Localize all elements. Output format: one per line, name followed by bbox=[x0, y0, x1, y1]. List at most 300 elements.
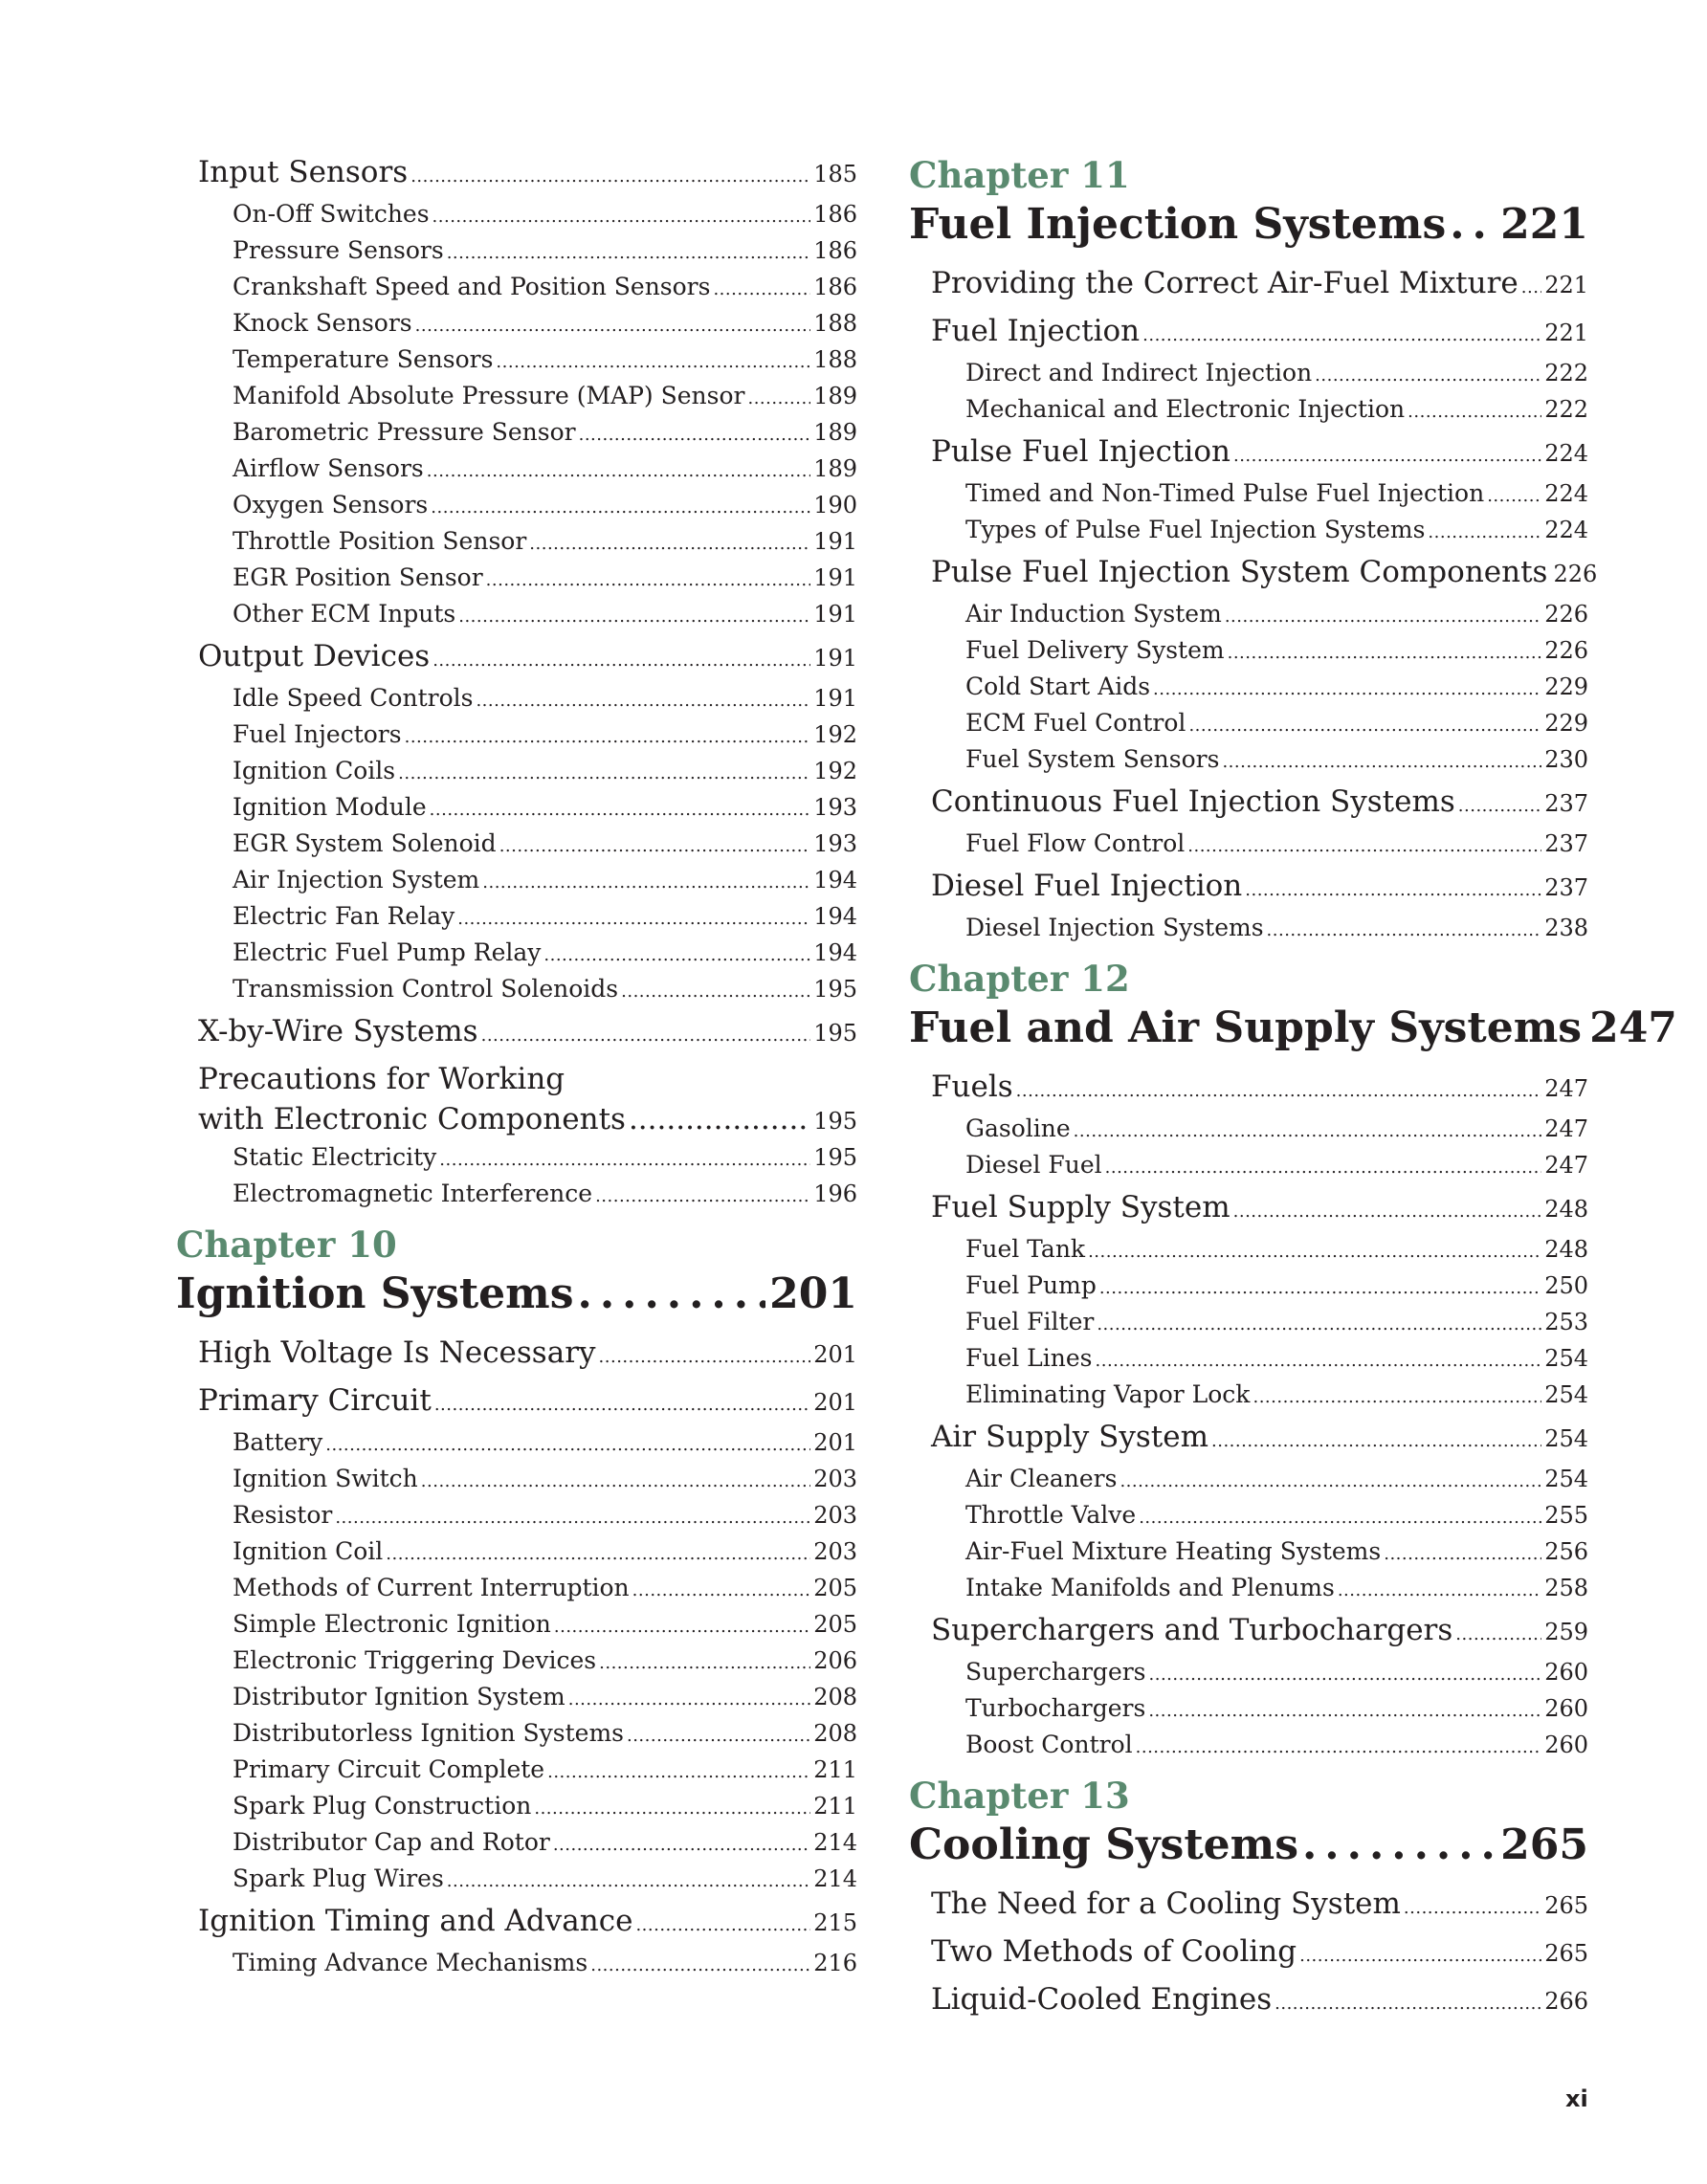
toc-entry bbox=[176, 196, 857, 232]
dot-leader bbox=[1338, 1573, 1541, 1609]
toc-entry-title: Transmission Control Solenoids bbox=[233, 975, 619, 1003]
toc-entry bbox=[909, 355, 1588, 391]
dot-leader bbox=[325, 1427, 810, 1464]
toc-entry-title: Air Supply System bbox=[931, 1420, 1209, 1454]
toc-page-number: 195 bbox=[813, 976, 857, 1003]
toc-page-number: 188 bbox=[813, 310, 857, 337]
toc-entry-title: Electric Fan Relay bbox=[233, 902, 455, 930]
toc-entry bbox=[176, 1497, 857, 1533]
toc-entry bbox=[176, 1139, 857, 1176]
toc-entry-title: On-Off Switches bbox=[233, 200, 430, 228]
toc-entry bbox=[909, 307, 1588, 355]
toc-entry bbox=[909, 669, 1588, 705]
dot-leader bbox=[457, 901, 810, 938]
toc-entry-title: Diesel Fuel bbox=[965, 1151, 1102, 1179]
toc-entry-title: Idle Speed Controls bbox=[233, 684, 474, 712]
toc-entry bbox=[176, 680, 857, 717]
toc-entry bbox=[909, 596, 1588, 632]
dot-leader bbox=[1222, 744, 1541, 781]
toc-entry bbox=[909, 259, 1588, 307]
chapter-heading bbox=[909, 1769, 1588, 1880]
dot-leader bbox=[1016, 1068, 1542, 1115]
toc-entry bbox=[176, 1824, 857, 1861]
dot-leader bbox=[447, 235, 810, 272]
toc-page-number: 195 bbox=[813, 1020, 857, 1047]
toc-entry-title: Primary Circuit Complete bbox=[233, 1755, 545, 1783]
toc-entry-title: Two Methods of Cooling bbox=[931, 1934, 1297, 1969]
toc-entry bbox=[909, 1570, 1588, 1606]
dot-leader bbox=[1404, 1885, 1541, 1932]
toc-entry-title: X-by-Wire Systems bbox=[198, 1014, 478, 1048]
toc-entry-title: Superchargers bbox=[965, 1658, 1146, 1686]
toc-page-number: 237 bbox=[1544, 790, 1588, 817]
toc-page-number: 216 bbox=[813, 1950, 857, 1976]
toc-entry-title: Input Sensors bbox=[198, 155, 409, 189]
dot-leader bbox=[386, 1536, 810, 1573]
toc-entry-title: Air-Fuel Mixture Heating Systems bbox=[965, 1537, 1382, 1565]
toc-page-number: 254 bbox=[1544, 1381, 1588, 1408]
toc-page-number: 237 bbox=[1544, 830, 1588, 857]
toc-page-number: 256 bbox=[1544, 1538, 1588, 1565]
toc-entry-title: Electronic Triggering Devices bbox=[233, 1646, 597, 1674]
toc-entry-title: Diesel Fuel Injection bbox=[931, 869, 1243, 903]
toc-entry bbox=[909, 391, 1588, 428]
toc-page-number: 224 bbox=[1544, 440, 1588, 467]
toc-page-number: 193 bbox=[813, 830, 857, 857]
dot-leader bbox=[1455, 1611, 1541, 1659]
toc-entry bbox=[909, 862, 1588, 910]
toc-page-number: 222 bbox=[1544, 396, 1588, 423]
toc-page-number: 254 bbox=[1544, 1345, 1588, 1372]
toc-page-number: 260 bbox=[1544, 1695, 1588, 1722]
dot-leader bbox=[1450, 198, 1496, 252]
toc-entry-title: Fuel Tank bbox=[965, 1235, 1086, 1263]
toc-page-number: 191 bbox=[813, 645, 857, 672]
toc-entry bbox=[909, 1533, 1588, 1570]
dot-leader bbox=[335, 1500, 810, 1536]
toc-entry-title: Oxygen Sensors bbox=[233, 491, 429, 518]
toc-entry-title: Fuel Injection bbox=[931, 314, 1141, 348]
toc-entry bbox=[176, 1861, 857, 1897]
toc-page-number: 265 bbox=[1544, 1940, 1588, 1967]
chapter-page-number: 221 bbox=[1500, 200, 1588, 249]
toc-page-number: 221 bbox=[1544, 272, 1588, 298]
toc-entries-list bbox=[176, 1329, 857, 1981]
toc-page-number: 260 bbox=[1544, 1732, 1588, 1758]
toc-page-number: 186 bbox=[813, 274, 857, 300]
toc-entry-title: Distributorless Ignition Systems bbox=[233, 1719, 624, 1747]
toc-page-number: 201 bbox=[813, 1389, 857, 1416]
dot-leader bbox=[599, 1334, 811, 1381]
toc-page-number: 208 bbox=[813, 1684, 857, 1710]
toc-entry-title: Pulse Fuel Injection bbox=[931, 434, 1230, 469]
toc-entry-title: Electromagnetic Interference bbox=[233, 1180, 593, 1207]
dot-leader bbox=[405, 719, 811, 756]
toc-page-number: 226 bbox=[1544, 601, 1588, 628]
toc-page-number: 214 bbox=[813, 1829, 857, 1856]
dot-leader bbox=[713, 272, 810, 308]
toc-entry bbox=[176, 1424, 857, 1461]
dot-leader bbox=[430, 792, 811, 828]
chapter-title-row bbox=[176, 1268, 857, 1329]
toc-entry-title: Turbochargers bbox=[965, 1694, 1146, 1722]
toc-entry bbox=[909, 1183, 1588, 1231]
toc-entry-title: Gasoline bbox=[965, 1114, 1071, 1142]
dot-leader bbox=[1228, 635, 1542, 672]
dot-leader bbox=[1088, 1234, 1541, 1270]
toc-page-number: 189 bbox=[813, 419, 857, 446]
toc-entry bbox=[909, 1497, 1588, 1533]
toc-entry bbox=[909, 1727, 1588, 1763]
chapter-label: Chapter 11 bbox=[909, 154, 1130, 196]
toc-entry bbox=[176, 935, 857, 971]
toc-page-number: 206 bbox=[813, 1647, 857, 1674]
toc-entry bbox=[909, 1231, 1588, 1268]
toc-entry-title: Fuel System Sensors bbox=[965, 745, 1220, 773]
toc-entry bbox=[909, 1111, 1588, 1147]
toc-page-number: 248 bbox=[1544, 1196, 1588, 1223]
toc-page-number: 194 bbox=[813, 867, 857, 893]
toc-entry bbox=[176, 378, 857, 414]
toc-entry bbox=[176, 1377, 857, 1424]
dot-leader bbox=[1099, 1270, 1541, 1307]
toc-entry bbox=[909, 778, 1588, 826]
toc-page-number: 247 bbox=[1544, 1152, 1588, 1179]
dot-leader bbox=[1148, 1693, 1541, 1730]
dot-leader bbox=[499, 828, 811, 865]
toc-entry-title: Resistor bbox=[233, 1501, 333, 1529]
toc-entry bbox=[176, 487, 857, 523]
chapter-title-row bbox=[909, 1002, 1677, 1063]
dot-leader bbox=[635, 1902, 810, 1950]
toc-entry-title: Continuous Fuel Injection Systems bbox=[931, 784, 1455, 819]
toc-entry-title: Fuel Filter bbox=[965, 1308, 1095, 1335]
toc-entry bbox=[176, 1752, 857, 1788]
toc-entry-title: Boost Control bbox=[965, 1731, 1133, 1758]
toc-page-number: 247 bbox=[1544, 1115, 1588, 1142]
toc-entry bbox=[176, 305, 857, 342]
dot-leader bbox=[1142, 312, 1541, 360]
toc-page-number: 238 bbox=[1544, 915, 1588, 941]
toc-page-number: 189 bbox=[813, 455, 857, 482]
toc-page-number: 224 bbox=[1544, 480, 1588, 507]
toc-entry-title: Ignition Timing and Advance bbox=[198, 1904, 633, 1938]
dot-leader bbox=[568, 1682, 810, 1718]
toc-entry bbox=[909, 1340, 1588, 1377]
toc-page-number: 203 bbox=[813, 1466, 857, 1492]
dot-leader bbox=[439, 1142, 810, 1179]
toc-entry bbox=[176, 1788, 857, 1824]
dot-leader bbox=[1187, 828, 1541, 865]
dot-leader bbox=[398, 756, 810, 792]
toc-entry bbox=[909, 1880, 1588, 1928]
toc-entry bbox=[176, 342, 857, 378]
toc-entry bbox=[176, 1715, 857, 1752]
dot-leader bbox=[621, 974, 810, 1010]
toc-page-number: 196 bbox=[813, 1180, 857, 1207]
dot-leader bbox=[1275, 1980, 1541, 2028]
chapter-title-row bbox=[909, 198, 1588, 259]
toc-entry-title: Pulse Fuel Injection System Components bbox=[931, 555, 1548, 589]
dot-leader bbox=[579, 417, 811, 453]
toc-entry-title: Eliminating Vapor Lock bbox=[965, 1380, 1251, 1408]
dot-leader bbox=[1384, 1536, 1541, 1573]
chapter-heading bbox=[909, 952, 1677, 1063]
dot-leader bbox=[534, 1791, 810, 1827]
chapter-title: Cooling Systems bbox=[909, 1820, 1298, 1869]
toc-left-column bbox=[176, 148, 857, 1981]
toc-entry bbox=[176, 1176, 857, 1212]
dot-leader bbox=[1225, 599, 1541, 635]
toc-entry-title: Air Injection System bbox=[233, 866, 480, 893]
toc-page-number: 208 bbox=[813, 1720, 857, 1747]
toc-entry-title: Distributor Cap and Rotor bbox=[233, 1828, 550, 1856]
dot-leader bbox=[1096, 1343, 1542, 1379]
toc-entry-title: Fuels bbox=[931, 1070, 1013, 1104]
toc-entry-title: Barometric Pressure Sensor bbox=[233, 418, 576, 446]
dot-leader bbox=[434, 1381, 810, 1429]
chapter-title: Fuel Injection Systems bbox=[909, 200, 1447, 249]
toc-page-number: 230 bbox=[1544, 746, 1588, 773]
toc-page-number: 237 bbox=[1544, 874, 1588, 901]
dot-leader bbox=[1233, 432, 1541, 480]
toc-page-number: 193 bbox=[813, 794, 857, 821]
dot-leader bbox=[410, 153, 810, 201]
toc-entry bbox=[176, 560, 857, 596]
toc-entry bbox=[909, 826, 1588, 862]
dot-leader bbox=[1153, 672, 1541, 708]
chapter-page-number: 201 bbox=[769, 1269, 857, 1318]
toc-entry bbox=[909, 910, 1588, 946]
dot-leader bbox=[627, 1718, 810, 1754]
dot-leader bbox=[1302, 1819, 1496, 1872]
dot-leader bbox=[1299, 1932, 1541, 1980]
toc-entry bbox=[909, 1654, 1588, 1690]
dot-leader bbox=[496, 344, 810, 381]
toc-page-number: 186 bbox=[813, 201, 857, 228]
toc-entry bbox=[909, 741, 1588, 778]
toc-page-number: 190 bbox=[813, 492, 857, 518]
dot-leader bbox=[1074, 1114, 1542, 1150]
toc-entry bbox=[176, 414, 857, 451]
toc-entry-title: Output Devices bbox=[198, 639, 431, 673]
toc-entry bbox=[909, 1268, 1588, 1304]
dot-leader bbox=[553, 1827, 810, 1864]
toc-entry-title: Diesel Injection Systems bbox=[965, 914, 1264, 941]
toc-entry-title: Fuel Flow Control bbox=[965, 829, 1186, 857]
dot-leader bbox=[529, 526, 810, 563]
toc-page-number: 259 bbox=[1544, 1619, 1588, 1645]
toc-entry bbox=[176, 1533, 857, 1570]
dot-leader bbox=[599, 1645, 810, 1682]
toc-entry-title: Distributor Ignition System bbox=[233, 1683, 565, 1710]
toc-entry bbox=[909, 475, 1588, 512]
dot-leader bbox=[415, 308, 811, 344]
toc-page-number: 191 bbox=[813, 601, 857, 628]
toc-page-number: 215 bbox=[813, 1909, 857, 1936]
toc-entry bbox=[176, 1945, 857, 1981]
toc-entry bbox=[176, 596, 857, 632]
dot-leader bbox=[1487, 478, 1541, 515]
dot-leader bbox=[547, 1754, 810, 1791]
chapter-label: Chapter 13 bbox=[909, 1775, 1130, 1817]
toc-entry bbox=[176, 148, 857, 196]
toc-page-number: 214 bbox=[813, 1865, 857, 1892]
toc-entry-title: Ignition Coil bbox=[233, 1537, 384, 1565]
toc-entry-title: Simple Electronic Ignition bbox=[233, 1610, 551, 1638]
toc-entry-title: Fuel Supply System bbox=[931, 1190, 1230, 1224]
dot-leader bbox=[1458, 783, 1541, 830]
toc-entry bbox=[909, 1063, 1588, 1111]
toc-entry-title: Static Electricity bbox=[233, 1143, 437, 1171]
toc-entry-title: Knock Sensors bbox=[233, 309, 412, 337]
toc-entry bbox=[909, 1147, 1588, 1183]
toc-entry-title: Timed and Non-Timed Pulse Fuel Injection bbox=[965, 479, 1485, 507]
toc-page-number: 226 bbox=[1553, 561, 1598, 587]
toc-page-number: 254 bbox=[1544, 1425, 1588, 1452]
toc-entry bbox=[176, 753, 857, 789]
chapter-title-row bbox=[909, 1819, 1588, 1880]
toc-page-number: 211 bbox=[813, 1793, 857, 1820]
dot-leader bbox=[447, 1864, 810, 1900]
toc-entry-title: Electric Fuel Pump Relay bbox=[233, 938, 542, 966]
toc-entry-title: Direct and Indirect Injection bbox=[965, 359, 1313, 386]
toc-entry-title: EGR System Solenoid bbox=[233, 829, 497, 857]
toc-entry bbox=[909, 512, 1588, 548]
toc-entry-title: Air Cleaners bbox=[965, 1465, 1118, 1492]
chapter-page-number: 247 bbox=[1589, 1004, 1677, 1052]
toc-entry bbox=[176, 523, 857, 560]
toc-entries-list bbox=[909, 1063, 1588, 1763]
dot-leader bbox=[1267, 913, 1542, 949]
toc-entry-title: Pressure Sensors bbox=[233, 236, 444, 264]
toc-page-number: 221 bbox=[1544, 320, 1588, 346]
toc-entry bbox=[176, 1007, 857, 1055]
toc-page-number: 250 bbox=[1544, 1272, 1588, 1299]
dot-leader bbox=[632, 1573, 811, 1609]
toc-page-number: 191 bbox=[813, 528, 857, 555]
dot-leader bbox=[1428, 515, 1541, 551]
toc-page-number: 260 bbox=[1544, 1659, 1588, 1686]
dot-leader bbox=[421, 1464, 810, 1500]
toc-entry-title: Other ECM Inputs bbox=[233, 600, 456, 628]
dot-leader bbox=[486, 563, 811, 599]
toc-entry bbox=[176, 1329, 857, 1377]
dot-leader bbox=[595, 1179, 810, 1215]
toc-entry-title: Manifold Absolute Pressure (MAP) Sensor bbox=[233, 382, 745, 409]
dot-leader bbox=[431, 490, 810, 526]
dot-leader bbox=[427, 453, 810, 490]
toc-page-number: 222 bbox=[1544, 360, 1588, 386]
toc-page-number: 194 bbox=[813, 903, 857, 930]
toc-entry bbox=[909, 1928, 1588, 1975]
toc-page-number: 189 bbox=[813, 383, 857, 409]
dot-leader bbox=[1521, 264, 1541, 312]
toc-entry bbox=[909, 1377, 1588, 1413]
toc-entry bbox=[909, 1975, 1588, 2023]
toc-entry-title: Types of Pulse Fuel Injection Systems bbox=[965, 516, 1426, 543]
dot-leader bbox=[578, 1268, 766, 1321]
toc-entry bbox=[176, 232, 857, 269]
toc-entry bbox=[176, 1643, 857, 1679]
dot-leader bbox=[629, 1099, 810, 1139]
dot-leader bbox=[458, 599, 810, 635]
toc-page-number: 191 bbox=[813, 685, 857, 712]
toc-entry-precautions bbox=[176, 1059, 857, 1139]
toc-entry-title: EGR Position Sensor bbox=[233, 563, 483, 591]
toc-entry-title: Air Induction System bbox=[965, 600, 1222, 628]
toc-page-number: 229 bbox=[1544, 673, 1588, 700]
toc-page-number: 226 bbox=[1544, 637, 1588, 664]
toc-page-number: 255 bbox=[1544, 1502, 1588, 1529]
toc-entry bbox=[176, 269, 857, 305]
toc-entry-title: Primary Circuit bbox=[198, 1383, 432, 1418]
toc-entry-title: ECM Fuel Control bbox=[965, 709, 1186, 737]
toc-entry bbox=[176, 632, 857, 680]
dot-leader bbox=[1097, 1307, 1541, 1343]
dot-leader bbox=[481, 1012, 811, 1060]
toc-page-number: 205 bbox=[813, 1575, 857, 1601]
dot-leader bbox=[1233, 1188, 1542, 1236]
toc-entry bbox=[176, 1461, 857, 1497]
chapter-heading bbox=[909, 148, 1588, 259]
dot-leader bbox=[432, 199, 811, 235]
toc-entry-title: Providing the Correct Air-Fuel Mixture bbox=[931, 266, 1519, 300]
toc-entry bbox=[909, 632, 1588, 669]
toc-entry-title: Mechanical and Electronic Injection bbox=[965, 395, 1406, 423]
toc-entries-list bbox=[909, 1880, 1588, 2023]
chapter-label: Chapter 12 bbox=[909, 958, 1130, 1000]
toc-entry-title: Throttle Valve bbox=[965, 1501, 1137, 1529]
toc-page-number: 205 bbox=[813, 1611, 857, 1638]
toc-page-number: 195 bbox=[813, 1108, 857, 1135]
toc-entries-list bbox=[176, 1139, 857, 1212]
toc-page-number: 201 bbox=[813, 1341, 857, 1368]
toc-entry bbox=[176, 971, 857, 1007]
toc-entry-title: Spark Plug Wires bbox=[233, 1864, 444, 1892]
chapter-page-number: 265 bbox=[1500, 1820, 1588, 1869]
toc-page-number: 229 bbox=[1544, 710, 1588, 737]
toc-page-number: 248 bbox=[1544, 1236, 1588, 1263]
toc-page-number: 191 bbox=[813, 564, 857, 591]
dot-leader bbox=[1105, 1150, 1542, 1186]
toc-page-number: 185 bbox=[813, 161, 857, 188]
toc-entry-title: Ignition Module bbox=[233, 793, 427, 821]
dot-leader bbox=[476, 683, 810, 719]
chapter-title: Fuel and Air Supply Systems bbox=[909, 1004, 1583, 1052]
toc-right-column bbox=[909, 148, 1677, 2023]
dot-leader bbox=[1245, 867, 1541, 915]
toc-entry-title: Temperature Sensors bbox=[233, 345, 494, 373]
dot-leader bbox=[432, 637, 810, 685]
toc-entry-title: High Voltage Is Necessary bbox=[198, 1335, 596, 1370]
toc-entry bbox=[176, 1606, 857, 1643]
chapter-label: Chapter 10 bbox=[176, 1224, 397, 1266]
page-folio: xi bbox=[1565, 2085, 1588, 2112]
toc-entry-title: Intake Manifolds and Plenums bbox=[965, 1574, 1335, 1601]
toc-entry-title: Methods of Current Interruption bbox=[233, 1574, 630, 1601]
toc-page-number: 192 bbox=[813, 758, 857, 784]
dot-leader bbox=[1120, 1464, 1541, 1500]
toc-entries-list bbox=[176, 148, 857, 1055]
chapter-heading bbox=[176, 1218, 857, 1329]
toc-page-number: 265 bbox=[1544, 1892, 1588, 1919]
toc-entry-title: Fuel Pump bbox=[965, 1271, 1097, 1299]
toc-entry-title: Liquid-Cooled Engines bbox=[931, 1982, 1273, 2017]
toc-page-number: 254 bbox=[1544, 1466, 1588, 1492]
toc-entry bbox=[909, 428, 1588, 475]
toc-entry bbox=[909, 1606, 1588, 1654]
